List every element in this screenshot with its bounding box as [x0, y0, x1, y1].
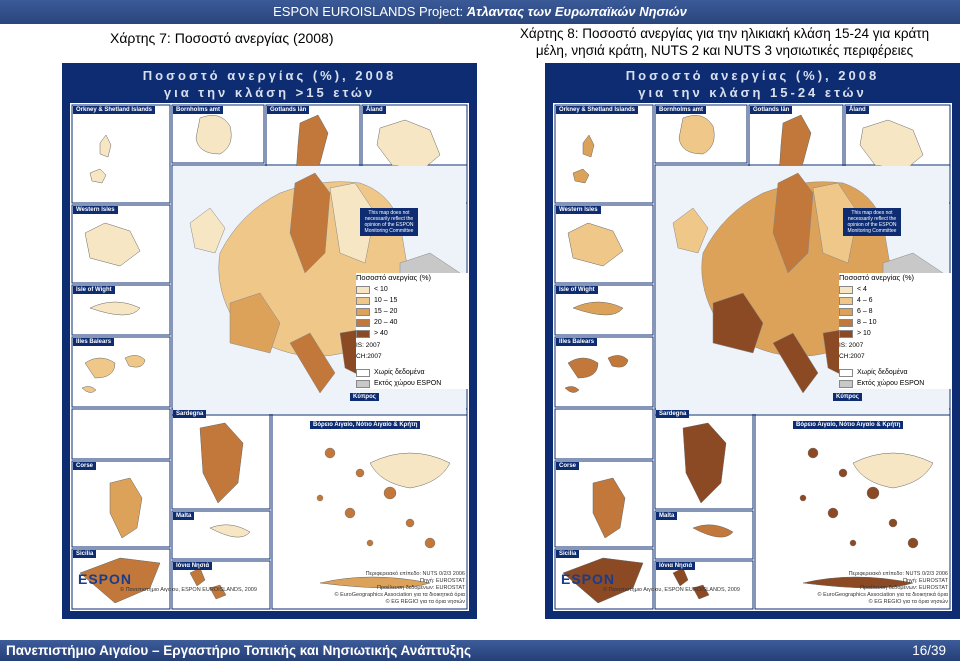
- right-legend-row: [839, 328, 951, 339]
- right-heading-line-1: Χάρτης 8: Ποσοστό ανεργίας για την ηλικιακή κλάση 15-24 για κράτη: [519, 26, 930, 41]
- left-legend: [356, 273, 468, 389]
- right-legend-title: Ποσοστό ανεργίας (%): [839, 273, 915, 282]
- right-credit-line-1: Περιφερειακό επίπεδο: NUTS 0/2/3 2006: [848, 571, 948, 577]
- right-legend-swatch: [839, 330, 853, 338]
- left-credit-line-5: © EG REGIO για τα όρια νησιών: [385, 599, 465, 605]
- left-panel-title-line-1: Ποσοστό ανεργίας (%), 2008: [142, 68, 397, 83]
- right-credit-line-3: Προέλευση δεδομένων: EUROSTAT: [859, 585, 948, 591]
- left-credit-line-2: Πηγή: EUROSTAT: [419, 578, 465, 584]
- left-outside-label: Εκτός χώρου ESPON: [374, 380, 442, 387]
- left-legend-swatch: [356, 330, 370, 338]
- right-legend-row: [839, 317, 951, 328]
- r-inset-voreio-aigaio-label: Βόρειο Αιγαίο, Νότιο Αιγαίο & Κρήτη: [793, 421, 903, 429]
- left-credit-line-3: Προέλευση δεδομένων: EUROSTAT: [376, 585, 465, 591]
- right-legend-swatch: [839, 286, 853, 294]
- right-panel-title-line-2: για την κλάση 15-24 ετών: [638, 85, 867, 100]
- left-legend-note-is: IS: 2007: [356, 342, 381, 349]
- inset-bornholm-label: Bornholms amt: [173, 106, 223, 114]
- r-inset-sardegna-label: Sardegna: [656, 410, 689, 418]
- right-panel-title-line-1: Ποσοστό ανεργίας (%), 2008: [625, 68, 880, 83]
- left-map-panel: [62, 63, 477, 619]
- right-map-panel: [545, 63, 960, 619]
- left-legend-label: > 40: [374, 330, 388, 337]
- r-inset-bornholm-label: Bornholms amt: [656, 106, 706, 114]
- left-legend-outside: [356, 378, 468, 389]
- r-inset-aland-label: Åland: [846, 106, 869, 114]
- inset-kypros-label: Κύπρος: [350, 393, 379, 401]
- r-inset-illes-balears-label: Illes Balears: [556, 338, 597, 346]
- left-map-canvas: [70, 103, 469, 611]
- right-legend-row: [839, 284, 951, 295]
- right-credit-line-4: © EuroGeographics Association για τα διοικητικά όρια: [817, 592, 948, 598]
- right-outside-swatch: [839, 380, 853, 388]
- left-legend-row: [356, 328, 468, 339]
- page-number: 16/39: [912, 643, 946, 658]
- r-inset-gotland-label: Gotlands län: [750, 106, 792, 114]
- left-nodata-label: Χωρίς δεδομένα: [374, 369, 425, 376]
- left-legend-row: [356, 284, 468, 295]
- left-legend-label: 10 – 15: [374, 297, 398, 304]
- r-inset-kypros-label: Κύπρος: [833, 393, 862, 401]
- banner-prefix: ESPON EUROISLANDS Project:: [273, 4, 467, 19]
- top-banner: [0, 0, 960, 24]
- r-inset-western-isles-label: Western Isles: [556, 206, 601, 214]
- r-inset-ionia-label: Ιόνια Νησιά: [656, 562, 695, 570]
- inset-ionia-label: Ιόνια Νησιά: [173, 562, 212, 570]
- left-legend-note-ch: CH:2007: [356, 353, 382, 360]
- right-panel-title: [545, 67, 960, 101]
- r-inset-isle-of-wight-label: Isle of Wight: [556, 286, 598, 294]
- r-inset-sicilia-label: Sicilia: [556, 550, 579, 558]
- inset-isle-of-wight-label: Isle of Wight: [73, 286, 115, 294]
- banner-title: Άτλαντας των Ευρωπαϊκών Νησιών: [466, 4, 687, 19]
- right-map-heading: [497, 25, 952, 59]
- left-legend-label: 15 – 20: [374, 308, 398, 315]
- left-map-heading: Χάρτης 7: Ποσοστό ανεργίας (2008): [110, 30, 334, 46]
- left-panel-title: [62, 67, 477, 101]
- footer-text: Πανεπιστήμιο Αιγαίου – Εργαστήριο Τοπικής και Νησιωτικής Ανάπτυξης: [6, 643, 472, 658]
- left-espon-logo: ESPON: [78, 571, 133, 587]
- left-credit-line-4: © EuroGeographics Association για τα διοικητικά όρια: [334, 592, 465, 598]
- left-legend-nodata: [356, 367, 468, 378]
- left-credits: [275, 571, 465, 606]
- left-nodata-swatch: [356, 369, 370, 377]
- footer-bar: [0, 640, 960, 661]
- right-legend-label: 4 – 6: [857, 297, 873, 304]
- right-legend-swatch: [839, 297, 853, 305]
- left-legend-title: Ποσοστό ανεργίας (%): [356, 273, 432, 282]
- right-legend-swatch: [839, 308, 853, 316]
- right-legend-label: 8 – 10: [857, 319, 877, 326]
- left-legend-swatch: [356, 319, 370, 327]
- left-legend-row: [356, 295, 468, 306]
- left-legend-swatch: [356, 308, 370, 316]
- left-legend-swatch: [356, 297, 370, 305]
- right-espon-logo: ESPON: [561, 571, 616, 587]
- inset-corse-label: Corse: [73, 462, 96, 470]
- right-legend-label: < 4: [857, 286, 867, 293]
- inset-malta-label: Malta: [173, 512, 194, 520]
- right-credits: [758, 571, 948, 606]
- right-legend-note-ch: CH:2007: [839, 353, 865, 360]
- left-outside-swatch: [356, 380, 370, 388]
- left-legend-label: 20 – 40: [374, 319, 398, 326]
- left-legend-row: [356, 317, 468, 328]
- left-credit-copyright: © Πανεπιστήμιο Αιγαίου, ESPON EUROISLANDS, 2009: [120, 587, 257, 593]
- right-legend-row: [839, 295, 951, 306]
- right-legend-nodata: [839, 367, 951, 378]
- right-disclaimer: This map does not necessarily reflect the opinion of the ESPON Monitoring Committee: [843, 208, 901, 236]
- right-legend-label: > 10: [857, 330, 871, 337]
- inset-western-isles-label: Western Isles: [73, 206, 118, 214]
- left-credit-line-1: Περιφερειακό επίπεδο: NUTS 0/2/3 2006: [365, 571, 465, 577]
- right-legend-outside: [839, 378, 951, 389]
- right-map-canvas: [553, 103, 952, 611]
- inset-aland-label: Åland: [363, 106, 386, 114]
- left-legend-row: [356, 306, 468, 317]
- right-legend-note-is: IS: 2007: [839, 342, 864, 349]
- inset-gotland-label: Gotlands län: [267, 106, 309, 114]
- r-inset-orkney-label: Orkney & Shetland Islands: [556, 106, 638, 114]
- right-credit-line-5: © EG REGIO για τα όρια νησιών: [868, 599, 948, 605]
- inset-illes-balears-label: Illes Balears: [73, 338, 114, 346]
- inset-orkney-label: Orkney & Shetland Islands: [73, 106, 155, 114]
- r-inset-corse-label: Corse: [556, 462, 579, 470]
- left-panel-title-line-2: για την κλάση >15 ετών: [163, 85, 376, 100]
- right-credit-copyright: © Πανεπιστήμιο Αιγαίου, ESPON EUROISLANDS, 2009: [603, 587, 740, 593]
- right-legend: [839, 273, 951, 389]
- inset-voreio-aigaio-label: Βόρειο Αιγαίο, Νότιο Αιγαίο & Κρήτη: [310, 421, 420, 429]
- right-legend-label: 6 – 8: [857, 308, 873, 315]
- r-inset-malta-label: Malta: [656, 512, 677, 520]
- right-credit-line-2: Πηγή: EUROSTAT: [902, 578, 948, 584]
- left-legend-label: < 10: [374, 286, 388, 293]
- right-nodata-label: Χωρίς δεδομένα: [857, 369, 908, 376]
- right-legend-swatch: [839, 319, 853, 327]
- left-legend-swatch: [356, 286, 370, 294]
- inset-sardegna-label: Sardegna: [173, 410, 206, 418]
- inset-sicilia-label: Sicilia: [73, 550, 96, 558]
- right-legend-row: [839, 306, 951, 317]
- right-outside-label: Εκτός χώρου ESPON: [857, 380, 925, 387]
- left-disclaimer: This map does not necessarily reflect the opinion of the ESPON Monitoring Committee: [360, 208, 418, 236]
- right-nodata-swatch: [839, 369, 853, 377]
- right-heading-line-2: μέλη, νησιά κράτη, NUTS 2 και NUTS 3 νησιωτικές περιφέρειες: [535, 43, 914, 58]
